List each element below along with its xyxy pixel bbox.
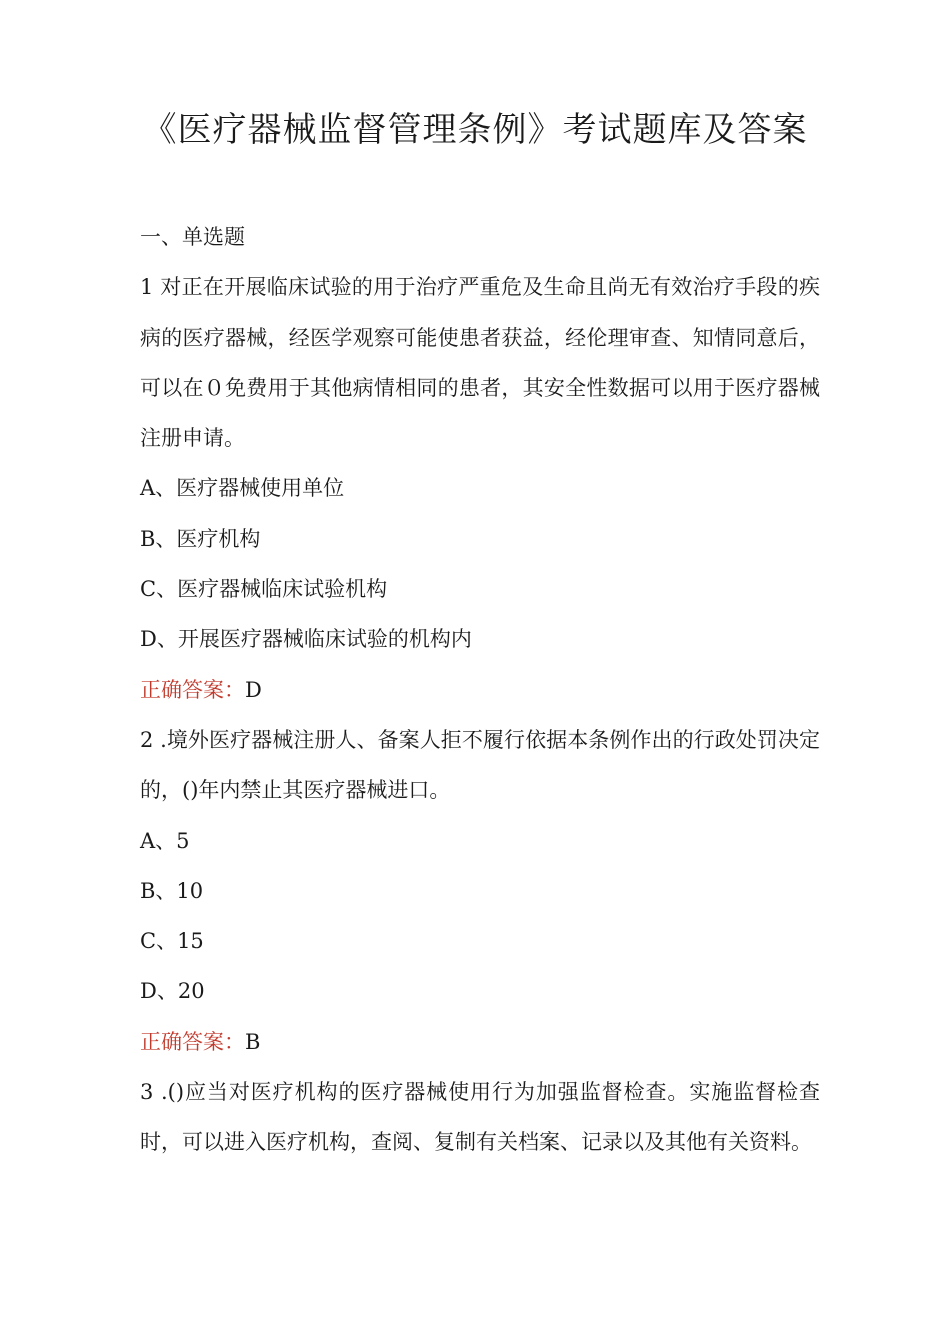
document-title: 《医疗器械监督管理条例》考试题库及答案 [142, 110, 808, 150]
question-3 [140, 1067, 820, 1168]
option-b: B、10 [140, 878, 204, 903]
option-c: C、15 [140, 929, 204, 954]
answer-value: D [245, 677, 262, 702]
question-1 [140, 262, 820, 715]
option-a: A、5 [140, 828, 190, 853]
correct-answer [140, 1017, 820, 1067]
answer-value: B [245, 1029, 261, 1054]
section-heading: 一、单选题 [140, 225, 245, 249]
option-c: C、医疗器械临床试验机构 [140, 577, 388, 602]
document-body [140, 212, 820, 1168]
answer-label: 正确答案： [140, 1029, 245, 1054]
question-2 [140, 715, 820, 1067]
question-stem: 3 .()应当对医疗机构的医疗器械使用行为加强监督检查。实施监督检查时，可以进入医疗机构，查阅、复制有关档案、记录以及其他有关资料。 [140, 1080, 820, 1155]
option-b: B、医疗机构 [140, 526, 261, 551]
question-stem: 2 .境外医疗器械注册人、备案人拒不履行依据本条例作出的行政处罚决定的，()年内禁止其医疗器械进口。 [140, 727, 820, 803]
option-a: A、医疗器械使用单位 [140, 476, 345, 501]
answer-label: 正确答案： [140, 677, 245, 702]
option-d: D、开展医疗器械临床试验的机构内 [140, 627, 472, 652]
question-stem: 1 对正在开展临床试验的用于治疗严重危及生命且尚无有效治疗手段的疾病的医疗器械，经医学观察可能使患者获益，经伦理审查、知情同意后，可以在０免费用于其他病情相同的患者，其安全性数据可以用于医疗器械注册申请。 [140, 275, 820, 451]
correct-answer [140, 665, 820, 715]
option-d: D、20 [140, 979, 205, 1004]
